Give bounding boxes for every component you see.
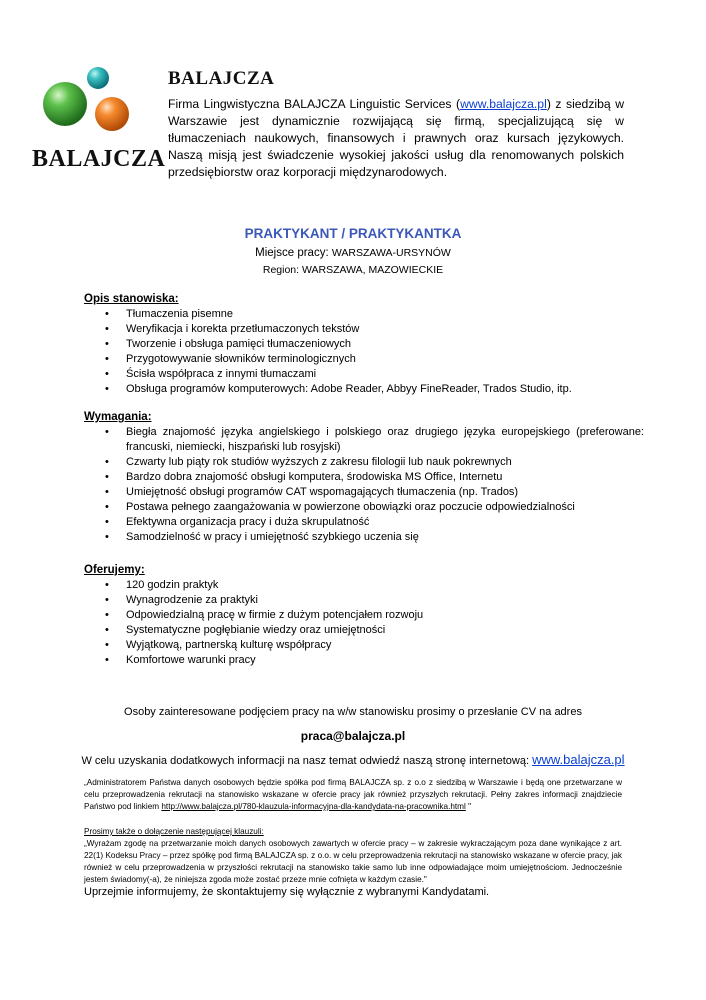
intro-website-link[interactable]: www.balajcza.pl: [460, 97, 547, 111]
list-item-text: Postawa pełnego zaangażowania w powierzone obowiązki oraz poczucie odpowiedzialności: [126, 501, 575, 513]
list-item: [84, 608, 644, 623]
list-item-text: Czwarty lub piąty rok studiów wyższych z zakresu filologii lub nauk pokrewnych: [126, 456, 512, 468]
final-note: Uprzejmie informujemy, że skontaktujemy się wyłącznie z wybranymi Kandydatami.: [84, 886, 490, 898]
list-item-text: 120 godzin praktyk: [126, 579, 219, 591]
clause-text: „Wyrażam zgodę na przetwarzanie moich danych osobowych zawartych w ofercie pracy – w zakresie wykraczającym poza dane wynikające z art. 22(1) Kodeksu Pracy – przez spółkę pod firmą BALAJCZA sp. z o.o. w celu przeprowadzenia rekrutacji na stanowisko wskazane w ofercie pracy, jak również w celu przeprowadzenia w przyszłości rekrutacji na stanowisko takie samo lub inne odpowiadające moim umiejętnościom. Jednocześnie jestem świadomy(-a), że niniejsza zgoda może zostać przeze mnie cofnięta w każdym czasie.": [84, 839, 622, 884]
gdpr-text: „Administratorem Państwa danych osobowych będzie spółka pod firmą BALAJCZA sp. z o.o z siedzibą w Warszawie i będą one przetwarzane w celu przeprowadzenia rekrutacji na stanowisko wskazane w ofercie pracy jak również przyszłych rekrutacji. Pełny zakres informacji znajdziecie Państwo pod linkiem: [84, 778, 622, 811]
list-item-text: Wynagrodzenie za praktyki: [126, 594, 258, 606]
list-item-text: Wyjątkową, partnerską kulturę współpracy: [126, 639, 332, 651]
contact-email[interactable]: praca@balajcza.pl: [300, 729, 406, 743]
list-item: [84, 623, 644, 638]
list-item-text: Obsługa programów komputerowych: Adobe Reader, Abbyy FineReader, Trados Studio, itp.: [126, 383, 572, 395]
list-item: [84, 322, 644, 337]
gdpr-end: ": [465, 802, 472, 811]
list-item: [84, 367, 644, 382]
bullet-icon: •: [105, 654, 109, 666]
bullet-icon: •: [105, 639, 109, 651]
list-item: [84, 337, 644, 352]
work-location-label: Miejsce pracy:: [255, 247, 332, 259]
list-item: [84, 578, 644, 593]
bullet-icon: •: [105, 516, 109, 528]
bullet-icon: •: [105, 609, 109, 621]
bullet-icon: •: [105, 456, 109, 468]
bullet-icon: •: [105, 471, 109, 483]
list-item-text: Systematyczne pogłębianie wiedzy oraz umiejętności: [126, 624, 386, 636]
gdpr-link[interactable]: http://www.balajcza.pl/780-klauzula-informacyjna-dla-kandydata-na-pracownika.html: [161, 802, 466, 811]
bullet-icon: •: [105, 426, 109, 438]
bullet-icon: •: [105, 501, 109, 513]
list-item-text: Samodzielność w pracy i umiejętność szybkiego uczenia się: [126, 531, 419, 543]
work-region-label: Region:: [262, 264, 302, 276]
work-location: [0, 247, 706, 259]
list-item-text: Umiejętność obsługi programów CAT wspomagających tłumaczenia (np. Trados): [126, 486, 519, 498]
list-item-text: Ścisła współpraca z innymi tłumaczami: [126, 368, 317, 380]
list-item-text: Komfortowe warunki pracy: [126, 654, 256, 666]
list-item-text: Biegła znajomość języka angielskiego i polskiego oraz drugiego języka europejskiego (preferowane: francuski, niemiecki, hiszpański lub rosyjski): [126, 426, 644, 453]
list-item-text: Efektywna organizacja pracy i duża skrupulatność: [126, 516, 370, 528]
list-item: [84, 500, 644, 515]
intro-text-start: Firma Lingwistyczna BALAJCZA Linguistic Services (: [168, 97, 461, 111]
clause-title: Prosimy także o dołączenie następującej klauzuli:: [84, 827, 264, 836]
gdpr-notice: [84, 777, 622, 813]
list-item: [84, 352, 644, 367]
list-item-text: Bardzo dobra znajomość obsługi komputera, środowiska MS Office, Internetu: [126, 471, 503, 483]
section-title: Oferujemy:: [84, 564, 145, 576]
list-item: [84, 470, 644, 485]
job-description-list: [84, 307, 644, 397]
list-item: [84, 593, 644, 608]
orange-ball: [95, 97, 129, 131]
bullet-icon: •: [105, 353, 109, 365]
bullet-icon: •: [105, 323, 109, 335]
list-item: [84, 638, 644, 653]
company-logo: [30, 66, 166, 176]
bullet-icon: •: [105, 486, 109, 498]
job-title: PRAKTYKANT / PRAKTYKANTKA: [244, 226, 462, 241]
logo-text: BALAJCZA: [32, 146, 166, 172]
list-item: [84, 530, 644, 545]
company-intro: [168, 96, 624, 181]
requirements-list: [84, 425, 644, 545]
company-title: BALAJCZA: [168, 68, 275, 89]
offer-list: [84, 578, 644, 668]
list-item: [84, 455, 644, 470]
cv-instruction: Osoby zainteresowane podjęciem pracy na w/w stanowisku prosimy o przesłanie CV na adres: [124, 706, 582, 718]
section-offer: [84, 563, 644, 668]
list-item-text: Tłumaczenia pisemne: [126, 308, 233, 320]
list-item-text: Weryfikacja i korekta przetłumaczonych tekstów: [126, 323, 360, 335]
list-item: [84, 653, 644, 668]
bullet-icon: •: [105, 308, 109, 320]
section-requirements: [84, 410, 644, 545]
work-location-value: WARSZAWA-URSYNÓW: [331, 247, 451, 259]
list-item: [84, 515, 644, 530]
section-title: Wymagania:: [84, 411, 152, 423]
section-title: Opis stanowiska:: [84, 293, 179, 305]
teal-ball: [87, 67, 109, 89]
work-region-value: WARSZAWA, MAZOWIECKIE: [301, 264, 444, 276]
bullet-icon: •: [105, 368, 109, 380]
list-item: [84, 382, 644, 397]
list-item-text: Odpowiedzialną pracę w firmie z dużym potencjałem rozwoju: [126, 609, 424, 621]
green-ball: [43, 82, 87, 126]
work-region: [0, 264, 706, 276]
info-line: [0, 752, 706, 767]
website-link[interactable]: www.balajcza.pl: [532, 752, 625, 767]
list-item-text: Przygotowywanie słowników terminologicznych: [126, 353, 356, 365]
bullet-icon: •: [105, 531, 109, 543]
list-item-text: Tworzenie i obsługa pamięci tłumaczeniowych: [126, 338, 351, 350]
bullet-icon: •: [105, 579, 109, 591]
bullet-icon: •: [105, 594, 109, 606]
section-job-description: [84, 292, 644, 397]
bullet-icon: •: [105, 338, 109, 350]
list-item: [84, 307, 644, 322]
list-item: [84, 425, 644, 455]
bullet-icon: •: [105, 383, 109, 395]
logo-balls-icon: [30, 66, 158, 146]
info-text: W celu uzyskania dodatkowych informacji na nasz temat odwiedź naszą stronę internetową:: [81, 755, 533, 767]
bullet-icon: •: [105, 624, 109, 636]
intro-text-end: ) z siedzibą w Warszawie jest dynamicznie rozwijającą się firmą, specjalizującą się w tłumaczeniach naukowych, finansowych i prawnych oraz kursach językowych. Naszą misją jest świadczenie wysokiej jakości usług dla renomowanych polskich przedsiębiorstw oraz korporacji międzynarodowych.: [168, 97, 624, 179]
consent-clause: [84, 826, 622, 886]
list-item: [84, 485, 644, 500]
